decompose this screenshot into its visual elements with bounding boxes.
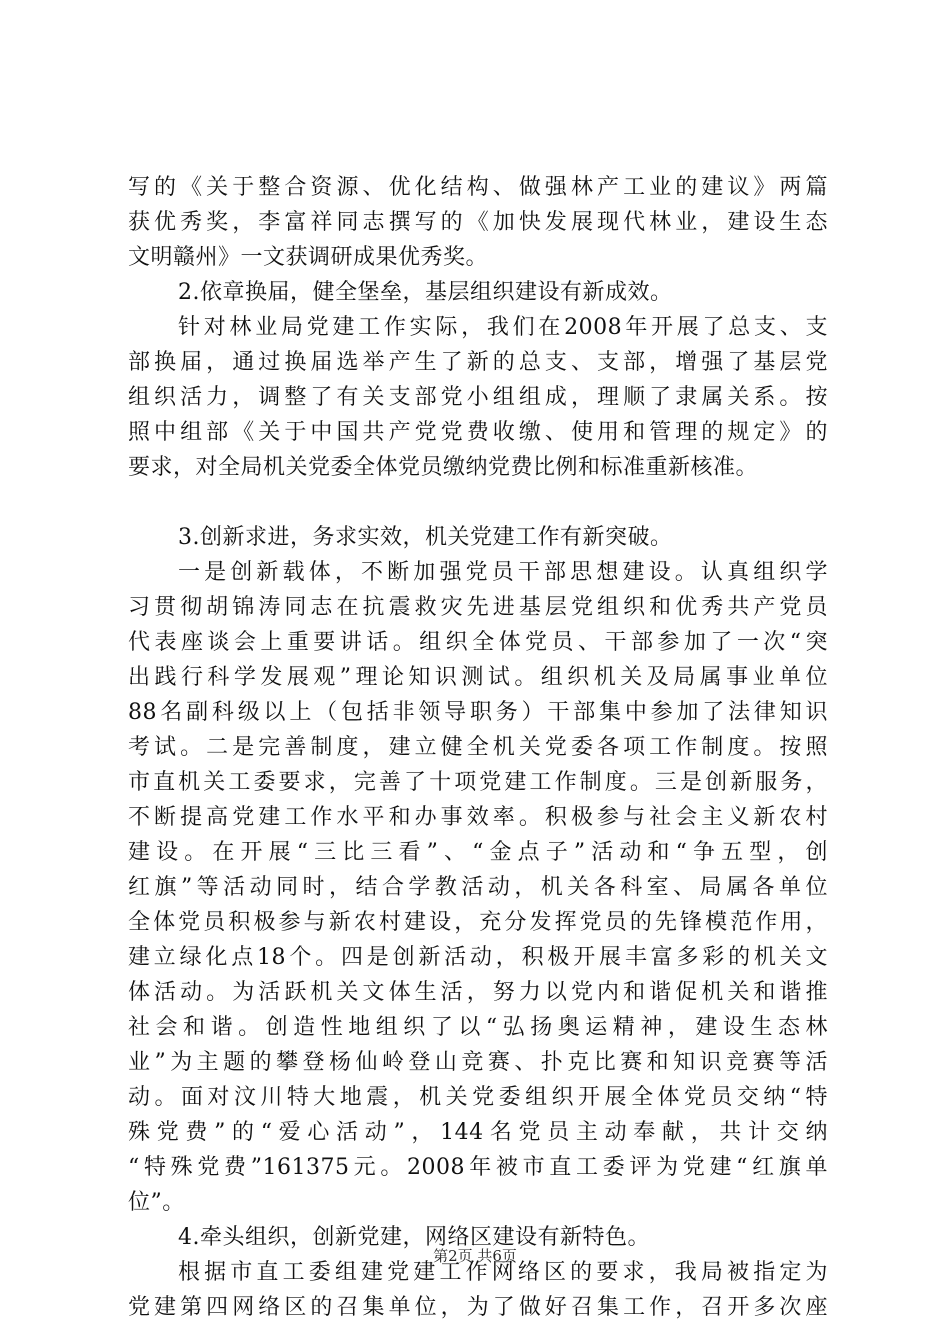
text-line: 党建第四网络区的召集单位，为了做好召集工作，召开多次座 xyxy=(128,1295,828,1320)
text-line: 根据市直工委组建党建工作网络区的要求，我局被指定为 xyxy=(178,1260,828,1285)
text-line: 红旗”等活动同时，结合学教活动，机关各科室、局属各单位 xyxy=(128,875,828,900)
text-line: 一是创新载体，不断加强党员干部思想建设。认真组织学 xyxy=(178,560,828,585)
text-line: 代表座谈会上重要讲话。组织全体党员、干部参加了一次“突 xyxy=(128,630,828,655)
text-line: 全体党员积极参与新农村建设，充分发挥党员的先锋模范作用， xyxy=(128,910,828,935)
section-heading-4: 4.牵头组织，创新党建，网络区建设有新特色。 xyxy=(178,1225,650,1250)
text-line: 文明赣州》一文获调研成果优秀奖。 xyxy=(128,245,489,270)
text-line: 考试。二是完善制度，建立健全机关党委各项工作制度。按照 xyxy=(128,735,828,760)
text-line: 照中组部《关于中国共产党党费收缴、使用和管理的规定》的 xyxy=(128,420,828,445)
text-line: 习贯彻胡锦涛同志在抗震救灾先进基层党组织和优秀共产党员 xyxy=(128,595,828,620)
text-line: 针对林业局党建工作实际，我们在2008年开展了总支、支 xyxy=(178,315,828,340)
text-line: 建立绿化点18个。四是创新活动，积极开展丰富多彩的机关文 xyxy=(128,945,828,970)
text-line: 组织活力，调整了有关支部党小组组成，理顺了隶属关系。按 xyxy=(128,385,828,410)
text-line: 业”为主题的攀登杨仙岭登山竞赛、扑克比赛和知识竞赛等活 xyxy=(128,1050,828,1075)
text-line: “特殊党费”161375元。2008年被市直工委评为党建“红旗单 xyxy=(128,1155,828,1180)
text-line: 88名副科级以上（包括非领导职务）干部集中参加了法律知识 xyxy=(128,700,828,725)
text-line: 不断提高党建工作水平和办事效率。积极参与社会主义新农村 xyxy=(128,805,828,830)
page-number-footer: 第2页 共6页 xyxy=(433,1247,517,1265)
text-line: 建设。在开展“三比三看”、“金点子”活动和“争五型，创 xyxy=(128,840,828,865)
text-line: 部换届，通过换届选举产生了新的总支、支部，增强了基层党 xyxy=(128,350,828,375)
text-line: 殊党费”的“爱心活动”，144名党员主动奉献，共计交纳 xyxy=(128,1120,828,1145)
text-line: 位”。 xyxy=(128,1190,185,1215)
text-line: 要求，对全局机关党委全体党员缴纳党费比例和标准重新核准。 xyxy=(128,455,759,480)
section-heading-2: 2.依章换届，健全堡垒，基层组织建设有新成效。 xyxy=(178,280,673,305)
text-line: 社会和谐。创造性地组织了以“弘扬奥运精神，建设生态林 xyxy=(128,1015,828,1040)
text-line: 出践行科学发展观”理论知识测试。组织机关及局属事业单位 xyxy=(128,665,828,690)
text-line: 动。面对汶川特大地震，机关党委组织开展全体党员交纳“特 xyxy=(128,1085,828,1110)
text-line: 获优秀奖，李富祥同志撰写的《加快发展现代林业，建设生态 xyxy=(128,210,828,235)
document-body xyxy=(128,170,828,1325)
text-line: 体活动。为活跃机关文体生活，努力以党内和谐促机关和谐推 xyxy=(128,980,828,1005)
text-line: 写的《关于整合资源、优化结构、做强林产工业的建议》两篇 xyxy=(128,175,828,200)
text-line: 市直机关工委要求，完善了十项党建工作制度。三是创新服务， xyxy=(128,770,828,795)
section-heading-3: 3.创新求进，务求实效，机关党建工作有新突破。 xyxy=(178,525,673,550)
